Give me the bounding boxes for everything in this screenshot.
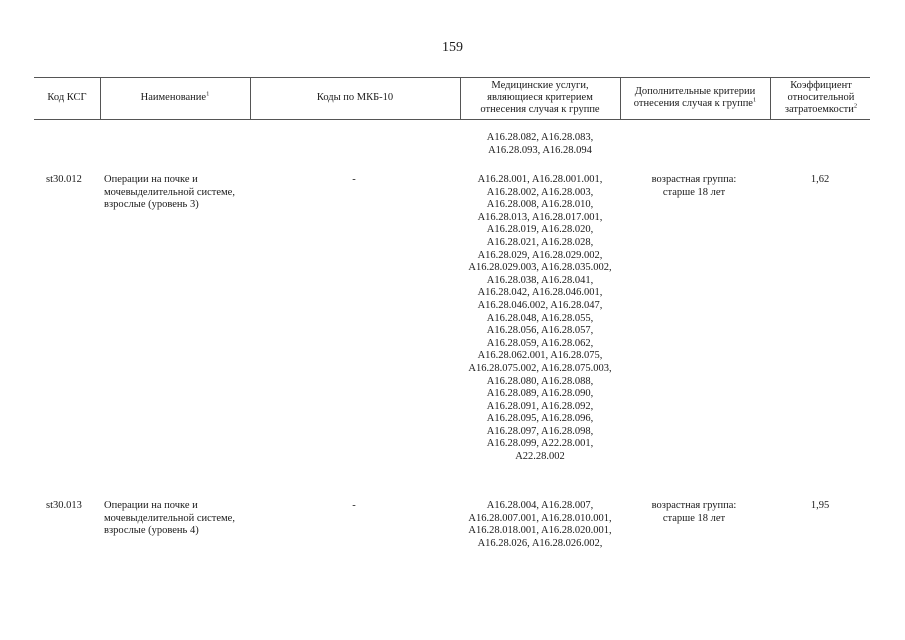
row-icd: - [352, 500, 356, 511]
row-coef: 1,95 [810, 500, 830, 511]
row-services: A16.28.001, A16.28.001.001, A16.28.002, A16.28.003, A16.28.008, A16.28.010, A16.28.013, A16.28.017.001, A16.28.019, A16.28.020, A16.28.021, A16.28.028, A16.28.029, A16.28.029.002, A16.28.029.003, A16.28.035.002, A16.28.038, A16.28.041, A16.28.042, A16.28.046.001, A16.28.046.002, A16.28.047, A16.28.048, A16.28.055, A16.28.056, A16.28.057, A16.28.059, A16.28.062, A16.28.062.001, A16.28.075, A16.28.075.002, A16.28.075.003, A16.28.080, A16.28.088, A16.28.089, A16.28.090, A16.28.091, A16.28.092, A16.28.095, A16.28.096, A16.28.097, A16.28.098, A16.28.099, A22.28.001, A22.28.002 [468, 174, 612, 463]
header-name-text: Наименование [140, 92, 207, 103]
row-criteria: возрастная группа: старше 18 лет [651, 174, 737, 198]
header-services [470, 79, 610, 117]
row-code: st30.012 [46, 174, 82, 185]
table-header-bottom-border [34, 119, 870, 120]
header-name [100, 79, 250, 117]
table-top-border [34, 77, 870, 78]
header-services-text: Медицинские услуги, являющиеся критерием отнесения случая к группе [480, 80, 600, 115]
row-name: Операции на почке и мочевыделительной системе, взрослые (уровень 4) [104, 500, 235, 537]
header-criteria-text: Дополнительные критерии отнесения случая к группе [633, 86, 756, 109]
header-icd-text: Коды по МКБ-10 [316, 92, 394, 103]
header-coef-text: Коэффициент относительной затратоемкости [784, 80, 855, 115]
header-coef-footnote: 2 [853, 102, 858, 110]
row-criteria: возрастная группа: старше 18 лет [651, 500, 737, 524]
row-services: A16.28.004, A16.28.007, A16.28.007.001, A16.28.010.001, A16.28.018.001, A16.28.020.001, A16.28.026, A16.28.026.002, [468, 500, 612, 549]
page-number: 159 [442, 40, 463, 55]
continuation-services: A16.28.082, A16.28.083, A16.28.093, A16.28.094 [486, 132, 594, 156]
row-icd: - [352, 174, 356, 185]
row-code: st30.013 [46, 500, 82, 511]
header-coef [772, 79, 870, 117]
column-divider-4 [620, 77, 621, 119]
header-icd [250, 79, 460, 117]
header-code [34, 79, 100, 117]
header-code-text: Код КСГ [47, 92, 87, 103]
column-divider-3 [460, 77, 461, 119]
row-name: Операции на почке и мочевыделительной системе, взрослые (уровень 3) [104, 174, 235, 211]
column-divider-5 [770, 77, 771, 119]
row-coef: 1,62 [810, 174, 830, 185]
header-criteria-footnote: 1 [752, 96, 757, 104]
header-name-footnote: 1 [206, 90, 210, 98]
header-criteria [632, 79, 758, 117]
